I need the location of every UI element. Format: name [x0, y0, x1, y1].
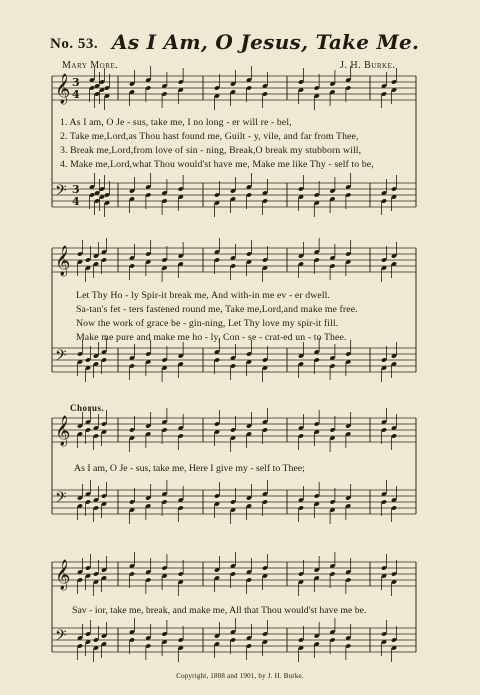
- hymn-number: No. 53.: [50, 36, 99, 52]
- chorus-lyric-2: Sav - ior, take me, break, and make me, All that Thou would'st have me be.: [72, 605, 367, 616]
- refrain-line-2: Sa-tan's fet - ters fastened round me, Take me,Lord,and make me free.: [76, 304, 358, 315]
- composer-credit: J. H. Burke.: [340, 60, 396, 71]
- refrain-line-1: Let Thy Ho - ly Spir-it break me, And with-in me ev - er dwell.: [76, 290, 331, 301]
- bass-clef: 𝄢: [55, 627, 67, 648]
- verse-line-2: 2. Take me,Lord,as Thou hast found me, Guilt - y, vile, and far from Thee,: [60, 131, 359, 142]
- verse-line-4: 4. Make me,Lord,what Thou would'st have me, Make me like Thy - self to be,: [60, 159, 374, 170]
- time-signature-bottom: 4: [72, 195, 80, 208]
- time-signature-top: 3: [72, 183, 80, 196]
- treble-clef: 𝄞: [55, 74, 71, 104]
- treble-clef: 𝄞: [55, 560, 71, 590]
- treble-clef: 𝄞: [55, 416, 71, 446]
- verse-line-3: 3. Break me,Lord,from love of sin - ning, Break,O break my stubborn will,: [60, 145, 362, 156]
- lyricist-credit: Mary More.: [62, 60, 119, 71]
- bass-clef: 𝄢: [55, 182, 67, 203]
- hymn-title: As I Am, O Jesus, Take Me.: [112, 30, 420, 54]
- time-signature-bottom: 4: [72, 88, 80, 101]
- bass-clef: 𝄢: [55, 347, 67, 368]
- copyright-notice: Copyright, 1888 and 1901, by J. H. Burke.: [176, 672, 304, 680]
- treble-clef: 𝄞: [55, 246, 71, 276]
- refrain-line-4: Make me pure and make me ho - ly, Con - se - crat-ed un - to Thee.: [76, 332, 347, 343]
- verse-line-1: 1. As I am, O Je - sus, take me, I no long - er will re - bel,: [60, 117, 292, 128]
- time-signature-top: 3: [72, 76, 80, 89]
- refrain-line-3: Now the work of grace be - gin-ning, Let Thy love my spir-it fill.: [76, 318, 339, 329]
- bass-clef: 𝄢: [55, 489, 67, 510]
- chorus-lyric-1: As I am, O Je - sus, take me, Here I give my - self to Thee;: [74, 463, 305, 474]
- chorus-label: Chorus.: [70, 403, 105, 413]
